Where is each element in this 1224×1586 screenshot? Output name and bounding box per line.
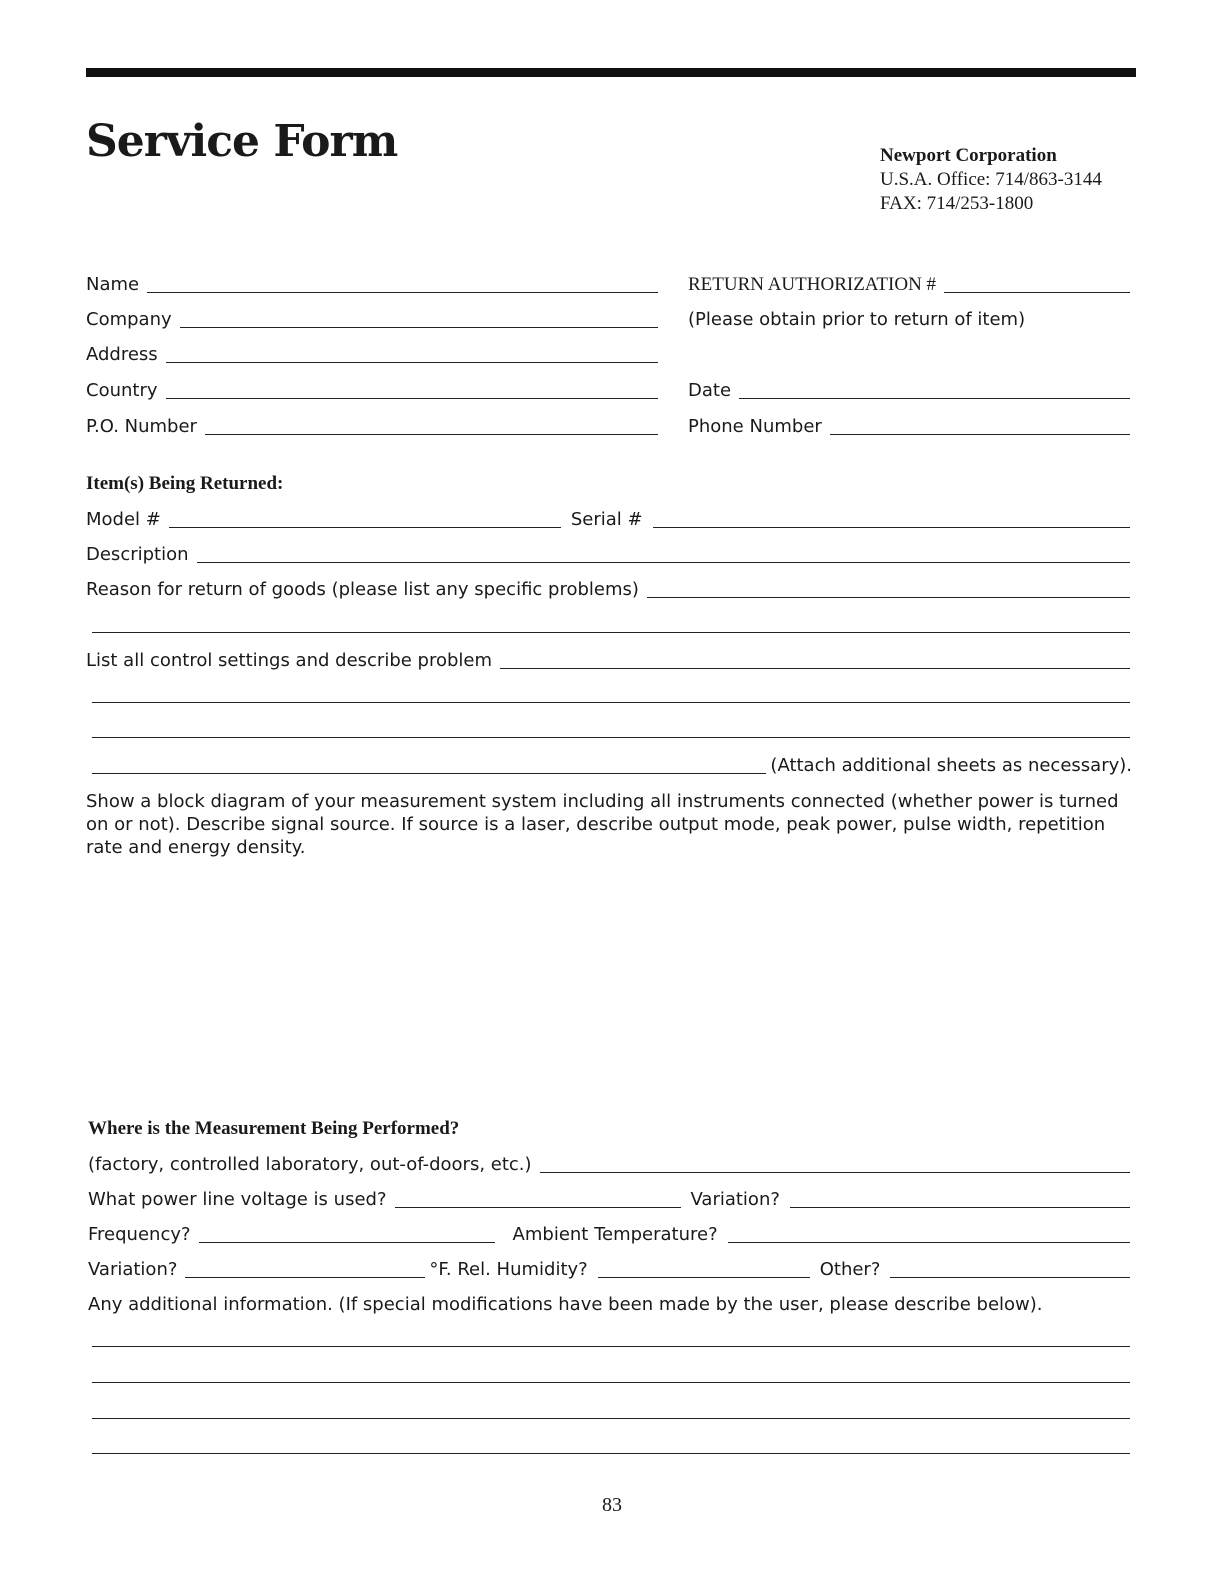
attach-note: (Attach additional sheets as necessary).	[770, 755, 1132, 776]
model-serial-row	[86, 509, 1130, 531]
description-row	[86, 544, 1130, 566]
additional-info-line-3[interactable]	[92, 1418, 1130, 1419]
settings-extra-line-3[interactable]	[92, 773, 766, 774]
additional-info-line-1[interactable]	[92, 1346, 1130, 1347]
return-authorization-row	[688, 274, 1130, 296]
return-authorization-label: RETURN AUTHORIZATION #	[688, 274, 937, 295]
model-field[interactable]	[169, 527, 561, 528]
return-authorization-note: (Please obtain prior to return of item)	[688, 309, 1026, 330]
humidity-label: °F. Rel. Humidity?	[429, 1259, 588, 1280]
description-field[interactable]	[197, 562, 1130, 563]
description-label: Description	[86, 544, 189, 565]
other-label: Other?	[819, 1259, 881, 1280]
humidity-field[interactable]	[598, 1277, 810, 1278]
settings-extra-line-1[interactable]	[92, 702, 1130, 703]
name-field[interactable]	[147, 292, 658, 293]
page-number: 83	[602, 1494, 622, 1516]
date-label: Date	[688, 380, 732, 401]
serial-label: Serial #	[570, 509, 643, 530]
serial-field[interactable]	[653, 527, 1130, 528]
voltage-variation-label: Variation?	[690, 1189, 780, 1210]
company-contact	[880, 144, 1102, 216]
address-label: Address	[86, 344, 158, 365]
measurement-heading: Where is the Measurement Being Performed?	[88, 1118, 460, 1139]
country-field[interactable]	[166, 398, 658, 399]
location-field[interactable]	[540, 1172, 1130, 1173]
phone-number-field[interactable]	[830, 434, 1130, 435]
company-row	[86, 309, 658, 331]
po-number-row	[86, 416, 658, 438]
phone-number-row	[688, 416, 1130, 438]
temperature-variation-label: Variation?	[88, 1259, 178, 1280]
address-field[interactable]	[166, 362, 658, 363]
attach-row	[92, 755, 1132, 777]
variation-humidity-row	[88, 1259, 1130, 1281]
settings-row	[86, 650, 1130, 672]
location-row	[88, 1154, 1130, 1176]
reason-row	[86, 579, 1130, 601]
fax-number: FAX: 714/253-1800	[880, 193, 1034, 214]
return-authorization-note-row	[688, 309, 1130, 331]
ambient-temperature-label: Ambient Temperature?	[512, 1224, 718, 1245]
office-phone: U.S.A. Office: 714/863-3144	[880, 169, 1102, 190]
page-title: Service Form	[86, 116, 398, 167]
name-label: Name	[86, 274, 140, 295]
additional-info-line-2[interactable]	[92, 1382, 1130, 1383]
location-label: (factory, controlled laboratory, out-of-doors, etc.)	[88, 1154, 532, 1175]
ambient-temperature-field[interactable]	[728, 1242, 1130, 1243]
top-rule	[86, 68, 1136, 77]
voltage-field[interactable]	[395, 1207, 681, 1208]
company-name: Newport Corporation	[880, 145, 1057, 166]
date-field[interactable]	[739, 398, 1130, 399]
additional-info-label: Any additional information. (If special modifications have been made by the user, please describe below).	[88, 1294, 1043, 1315]
settings-label: List all control settings and describe problem	[86, 650, 493, 671]
date-row	[688, 380, 1130, 402]
additional-info-row	[88, 1294, 1130, 1316]
model-label: Model #	[86, 509, 161, 530]
company-label: Company	[86, 309, 172, 330]
settings-extra-line-2[interactable]	[92, 737, 1130, 738]
frequency-field[interactable]	[199, 1242, 495, 1243]
address-row	[86, 344, 658, 366]
reason-field[interactable]	[647, 597, 1130, 598]
name-row	[86, 274, 658, 296]
voltage-label: What power line voltage is used?	[88, 1189, 387, 1210]
additional-info-line-4[interactable]	[92, 1453, 1130, 1454]
frequency-label: Frequency?	[88, 1224, 191, 1245]
po-number-label: P.O. Number	[86, 416, 197, 437]
reason-extra-line[interactable]	[92, 632, 1130, 633]
diagram-instructions: Show a block diagram of your measurement system including all instruments connected (whether power is turned on or not). Describe signal source. If source is a laser, describe output mode, peak power, pulse width, repetition rate and energy density.	[86, 791, 1119, 858]
frequency-row	[88, 1224, 1130, 1246]
country-row	[86, 380, 658, 402]
phone-number-label: Phone Number	[688, 416, 822, 437]
voltage-row	[88, 1189, 1130, 1211]
reason-label: Reason for return of goods (please list any specific problems)	[86, 579, 639, 600]
po-number-field[interactable]	[205, 434, 658, 435]
settings-field[interactable]	[500, 668, 1130, 669]
voltage-variation-field[interactable]	[790, 1207, 1130, 1208]
company-field[interactable]	[180, 327, 658, 328]
return-authorization-field[interactable]	[944, 292, 1130, 293]
temperature-variation-field[interactable]	[185, 1277, 425, 1278]
country-label: Country	[86, 380, 158, 401]
items-heading: Item(s) Being Returned:	[86, 473, 284, 494]
other-field[interactable]	[890, 1277, 1130, 1278]
